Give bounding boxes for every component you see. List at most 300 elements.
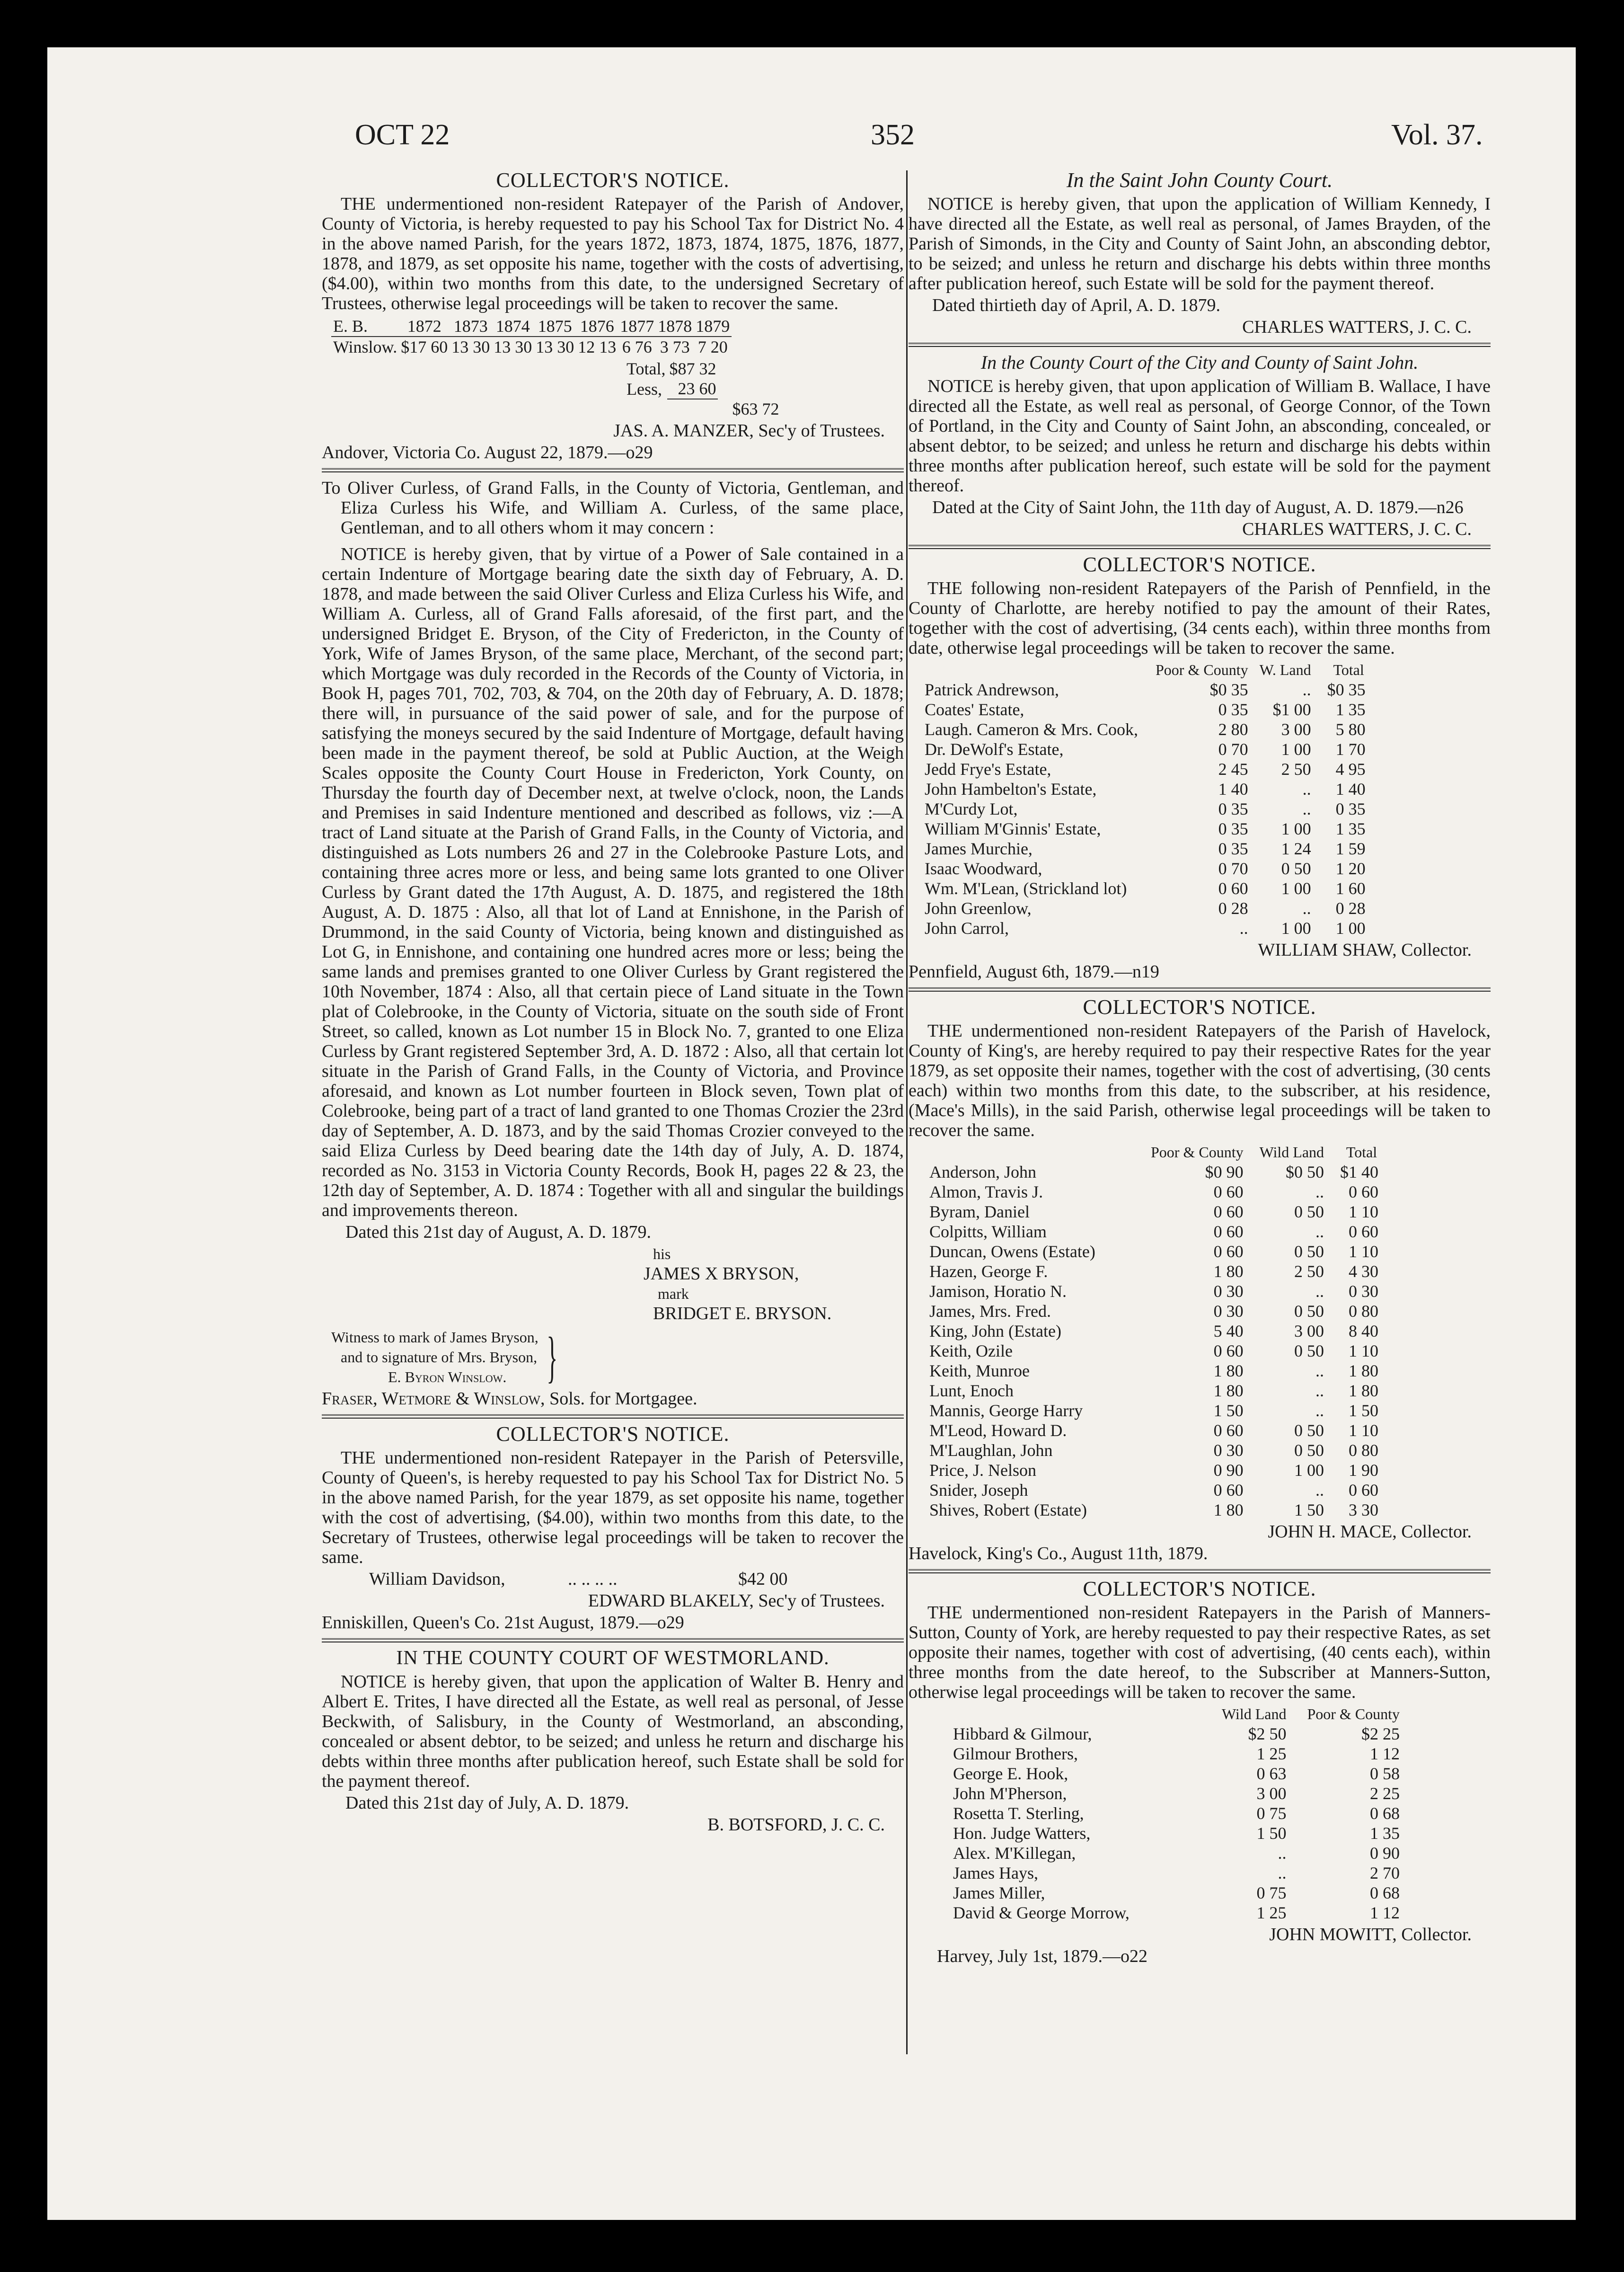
havelock-rates-table [927,1142,1380,1520]
table-row [927,1401,1380,1420]
brace-glyph: } [547,1325,558,1388]
table-row [951,1903,1402,1923]
rate-cell: $2 25 [1361,1724,1400,1743]
rate-cell: 1 00 [1281,919,1311,938]
ratepayer-name: Dr. DeWolf's Estate, [925,740,1064,759]
rate-cell: 1 35 [1335,700,1366,719]
notice-place-date: Havelock, King's Co., August 11th, 1879. [909,1544,1208,1563]
rate-cell: 1 40 [1335,780,1366,799]
ratepayer-name: James Murchie, [925,839,1033,858]
rate-cell: .. [1278,1864,1287,1882]
table-row [951,1764,1402,1784]
rate-cell: 0 60 [1213,1481,1244,1500]
rate-cell: 1 25 [1256,1744,1287,1763]
page [47,47,1576,2220]
notice-body: THE undermentioned non-resident Ratepayers of the Parish of Havelock, County of King's, are hereby required to pay their respective Rates for the year 1879, as set opposite their names, together with the cost of advertising, (30 cents each) within two months from this date, to the subscriber, at his residence, (Mace's Mills), in the said Parish, otherwise legal proceedings will be taken to recover the same. [909,1021,1491,1140]
amount-cell: 12 13 [578,337,617,356]
rate-cell: 1 24 [1281,839,1311,858]
table-row [927,1321,1380,1341]
notice-dated: Dated thirtieth day of April, A. D. 1879. [932,295,1220,315]
rate-cell: 0 75 [1256,1883,1287,1902]
rate-cell: 0 35 [1218,839,1248,858]
rate-cell: 3 00 [1256,1784,1287,1803]
table-row [951,1863,1402,1883]
rate-cell: 0 50 [1294,1441,1324,1460]
rate-cell: 1 00 [1281,819,1311,838]
rate-cell: 0 63 [1256,1764,1287,1783]
amount-cell: 7 20 [697,337,728,356]
notice-dated: Dated this 21st day of August, A. D. 1879. [345,1222,651,1242]
pennfield-rates-table [923,660,1368,938]
table-row [923,839,1368,859]
rate-cell: 0 50 [1294,1202,1324,1221]
notice-signer: JOHN H. MACE, Collector. [1268,1522,1472,1542]
table-header-row [923,660,1368,680]
ratepayer-name: Hibbard & Gilmour, [953,1724,1092,1743]
rate-cell: $1 00 [1272,700,1311,719]
petersville-collectors-notice [322,1424,904,1633]
witness-block [331,1327,904,1387]
saint-john-city-court-notice [909,353,1491,539]
rate-cell: 0 50 [1294,1302,1324,1321]
less-value: 23 60 [667,379,718,399]
westmorland-court-notice [322,1648,904,1835]
rate-cell: .. [1302,680,1311,699]
issue-date: OCT 22 [355,119,450,151]
rate-cell: 0 75 [1256,1804,1287,1823]
ratepayer-name: George E. Hook, [953,1764,1068,1783]
signer-james-bryson: JAMES X BRYSON, [644,1264,799,1284]
column-header: Poor & County [1307,1705,1400,1722]
rate-cell: 0 90 [1370,1844,1400,1863]
signer-bridget-bryson: BRIDGET E. BRYSON. [653,1304,832,1323]
table-row [927,1440,1380,1460]
rate-cell: 0 28 [1218,899,1248,918]
rate-cell: 0 35 [1218,819,1248,838]
rate-cell: 0 30 [1213,1282,1244,1301]
notice-title: COLLECTOR'S NOTICE. [1083,995,1316,1019]
table-row [331,337,732,357]
solicitors-role: Sols. for Mortgagee. [549,1389,697,1409]
his-label: his [653,1245,671,1262]
rate-cell: 1 80 [1349,1381,1379,1400]
notice-address: To Oliver Curless, of Grand Falls, in the County of Victoria, Gentleman, and Eliza Curless his Wife, and William A. Curless, of the same place, Gentleman, and to all others whom it may concern : [322,478,904,538]
table-row [923,859,1368,879]
rate-cell: .. [1302,780,1311,799]
rate-cell: 2 70 [1370,1864,1400,1882]
rate-cell: 0 80 [1349,1302,1379,1321]
ratepayer-name: Lunt, Enoch [929,1381,1014,1400]
notice-title: COLLECTOR'S NOTICE. [496,1422,730,1446]
ratepayer-name: Shives, Robert (Estate) [929,1500,1087,1519]
rate-cell: 5 40 [1213,1322,1244,1340]
table-row [927,1460,1380,1480]
column-header: Total [1346,1144,1377,1161]
year-cell: 1874 [495,317,530,336]
column-header [927,1142,1149,1162]
less-label: Less, [627,379,662,399]
rate-cell: 2 50 [1294,1262,1324,1281]
table-row [927,1281,1380,1301]
ratepayer-line [322,1569,904,1589]
ratepayer-name: Rosetta T. Sterling, [953,1804,1084,1823]
notice-divider [322,468,904,472]
table-row [927,1242,1380,1261]
rate-cell: .. [1315,1481,1324,1500]
rate-cell: 1 59 [1335,839,1366,858]
table-row [927,1500,1380,1520]
table-row [923,918,1368,938]
rate-cell: .. [1239,919,1248,938]
rate-cell: 0 60 [1349,1481,1379,1500]
rate-cell: 1 50 [1294,1500,1324,1519]
rate-cell: $0 35 [1327,680,1366,699]
mark-label: mark [658,1285,689,1302]
rate-cell: 0 80 [1349,1441,1379,1460]
table-header-row [927,1142,1380,1162]
table-row [927,1182,1380,1202]
notice-body: NOTICE is hereby given, that by virtue of a Power of Sale contained in a certain Indenture of Mortgage bearing date the sixth day of February, A. D. 1878, and made between the said Oliver Curless and Eliza Curless his Wife, and William A. Curless, all of Grand Falls aforesaid, of the first part, and the undersigned Bridget E. Bryson, of the City of Fredericton, in the County of York, Wife of James Bryson, of the same place, Merchant, of the second part; which Mortgage was duly recorded in the Records of the County of Victoria, in Book H, pages 701, 702, 703, & 704, on the 20th day of February, A. D. 1878; there will, in pursuance of the said power of sale, and for the purpose of satisfying the moneys secured by the said Indenture of Mortgage, default having been made in the payment thereof, be sold at Public Auction, at the Weigh Scales opposite the County Court House in Fredericton, York County, on Thursday the fourth day of December next, at twelve o'clock, noon, the Lands and Premises in said Indenture mentioned and described as follows, viz :—A tract of Land situate at the Parish of Grand Falls, in the County of Victoria, and distinguished as Lots numbers 26 and 27 in the Colebrooke Pasture Lots, and containing three acres more or less, and being same lots granted to one Oliver Curless by Grant dated the 17th August, A. D. 1875, and registered the 18th August, A. D. 1875 : Also, all that lot of Land at Ennishone, in the Parish of Drummond, in the said County of Victoria, being known and distinguished as Lot G, in Ennishone, and containing one hundred acres more or less; being the same lands and premises granted to one Oliver Curless by Grant registered the 10th November, 1874 : Also, all that certain piece of Land situate in the Town plat of Colebrooke, in the County of Victoria, situate on the south side of Front Street, so called, known as Lot number 15 in Block No. 7, granted to one Eliza Curless by Grant registered September 3rd, A. D. 1872 : Also, all that certain lot situate in the Parish of Grand Falls, in the County of Victoria, and Province aforesaid, and known as Lot number fourteen in Block seven, Town plat of Colebrooke, being part of a tract of land granted to one Thomas Crozier the 23rd day of September, A. D. 1873, and by the said Thomas Crozier conveyed to the said Eliza Curless by Deed bearing date the 14th day of July, A. D. 1874, recorded as No. 3153 in Victoria County Records, Book H, pages 22 & 23, the 12th day of September, A. D. 1874 : Together with all and singular the buildings and improvements thereon. [322,544,904,1220]
rate-cell: 0 30 [1349,1282,1379,1301]
notice-body: THE undermentioned non-resident Ratepayers in the Parish of Manners-Sutton, County of York, are hereby requested to pay their respective Rates, as set opposite their names, together with cost of advertising, (40 cents each), within three months from the date hereof, to the Subscriber at Manners-Sutton, otherwise legal proceedings will be taken to recover the same. [909,1603,1491,1702]
ratepayer-name: John Greenlow, [925,899,1032,918]
column-header [951,1704,1220,1724]
rate-cell: 0 35 [1218,700,1248,719]
amount-cell: 13 30 [451,337,490,356]
rate-cell: 0 60 [1213,1421,1244,1440]
notice-divider [322,1414,904,1419]
rate-cell: 1 90 [1349,1461,1379,1480]
notice-title: COLLECTOR'S NOTICE. [1083,553,1316,576]
ratepayer-name: Colpitts, William [929,1222,1047,1241]
table-row [923,879,1368,898]
rate-cell: 0 50 [1281,859,1311,878]
rate-cell: .. [1315,1282,1324,1301]
notice-body: NOTICE is hereby given, that upon the application of William Kennedy, I have directed all the Estate, as well real as personal, of James Brayden, of the Parish of Simonds, in the City and County of Saint John, an absconding debtor, to be seized; and unless he return and discharge his debts within three months after publication hereof, such Estate will be sold for the payment thereof. [909,194,1491,293]
ratepayer-name: David & George Morrow, [953,1903,1130,1922]
table-row [927,1480,1380,1500]
rate-cell: 8 40 [1349,1322,1379,1340]
rate-cell: 1 12 [1370,1903,1400,1922]
rate-cell: 1 80 [1213,1381,1244,1400]
table-row [951,1784,1402,1803]
notice-divider [909,343,1491,347]
notice-signer: B. BOTSFORD, J. C. C. [707,1815,885,1835]
net-value: $63 72 [732,399,779,418]
rate-cell: 1 80 [1213,1500,1244,1519]
rate-cell: 0 68 [1370,1804,1400,1823]
rate-cell: 0 50 [1294,1242,1324,1261]
ratepayer-name: Jedd Frye's Estate, [925,760,1051,779]
column-divider [906,170,908,2054]
ratepayer-name: William M'Ginnis' Estate, [925,819,1101,838]
ratepayer-name: King, John (Estate) [929,1322,1061,1340]
ratepayer-name: Jamison, Horatio N. [929,1282,1067,1301]
rate-cell: $2 50 [1248,1724,1287,1743]
rate-cell: .. [1315,1361,1324,1380]
rate-cell: 1 80 [1213,1361,1244,1380]
year-cell: 1879 [696,317,730,336]
table-row [923,759,1368,779]
notice-signer: JAS. A. MANZER, Sec'y of Trustees. [613,421,885,441]
table-row [923,898,1368,918]
rate-cell: 0 60 [1213,1202,1244,1221]
rate-cell: 1 50 [1349,1401,1379,1420]
witness-line: Witness to mark of James Bryson, [331,1329,538,1346]
notice-divider [909,1569,1491,1573]
column-header [923,660,1154,680]
rate-cell: 0 68 [1370,1883,1400,1902]
total-label: Total, [627,359,666,378]
ratepayer-name: James Miller, [953,1883,1045,1902]
amount-cell: 3 73 [660,337,690,356]
rate-cell: 0 30 [1213,1441,1244,1460]
table-row [951,1724,1402,1744]
rate-cell: $0 35 [1209,680,1248,699]
ratepayer-name: Winslow. [333,337,397,356]
year-cell: 1876 [580,317,614,336]
notice-title: In the Saint John County Court. [1066,169,1333,192]
rate-cell: 1 35 [1335,819,1366,838]
leader-dots: .. .. .. .. [568,1569,618,1589]
ratepayer-name: Alex. M'Killegan, [953,1844,1076,1863]
rate-cell: 1 70 [1335,740,1366,759]
table-row [923,719,1368,739]
rate-cell: 1 10 [1349,1341,1379,1360]
ratepayer-name: Hazen, George F. [929,1262,1048,1281]
rate-cell: 1 10 [1349,1242,1379,1261]
notice-body: THE undermentioned non-resident Ratepayer of the Parish of Andover, County of Victoria, is hereby requested to pay his School Tax for District No. 4 in the above named Parish, for the years 1872, 1873, 1874, 1875, 1876, 1877, 1878, and 1879, as set opposite his name, together with the costs of advertising, ($4.00), within two months from this date, to the undersigned Secretary of Trustees, otherwise legal proceedings will be taken to recover the same. [322,194,904,313]
rate-cell: 1 00 [1281,879,1311,898]
notice-body: THE following non-resident Ratepayers of the Parish of Pennfield, in the County of Charlotte, are hereby notified to pay the amount of their Rates, together with the cost of advertising, (34 cents each), within three months from date, otherwise legal proceedings will be taken to recover the same. [909,578,1491,658]
ratepayer-name: Keith, Ozile [929,1341,1013,1360]
ratepayer-name: E. B. [333,317,368,336]
ratepayer-name: Gilmour Brothers, [953,1744,1078,1763]
rate-cell: 1 40 [1218,780,1248,799]
rate-cell: 0 35 [1335,799,1366,818]
havelock-collectors-notice [909,997,1491,1563]
rate-cell: 1 50 [1213,1401,1244,1420]
rate-cell: 1 12 [1370,1744,1400,1763]
ratepayer-name: Keith, Munroe [929,1361,1030,1380]
notice-title: COLLECTOR'S NOTICE. [496,169,730,192]
solicitors-name: Fraser, Wetmore & Winslow, [322,1389,545,1409]
rate-cell: .. [1315,1222,1324,1241]
year-cell: 1873 [453,317,488,336]
rate-cell: .. [1302,899,1311,918]
year-cell: 1872 [407,317,441,336]
rate-cell: 1 00 [1335,919,1366,938]
ratepayer-name: Hon. Judge Watters, [953,1824,1091,1843]
ratepayer-name: M'Leod, Howard D. [929,1421,1067,1440]
volume-number: Vol. 37. [1391,119,1483,151]
rate-cell: 0 90 [1213,1461,1244,1480]
amount-cell: 13 30 [536,337,574,356]
solicitors-line [322,1389,904,1409]
manners-sutton-collectors-notice [909,1579,1491,1966]
column-header: Wild Land [1222,1705,1287,1722]
rate-cell: 1 10 [1349,1421,1379,1440]
rate-cell: .. [1302,799,1311,818]
notice-signer: JOHN MOWITT, Collector. [1269,1925,1472,1944]
rate-cell: 0 58 [1370,1764,1400,1783]
right-column [909,170,1491,1971]
witness-line: and to signature of Mrs. Bryson, [341,1349,538,1366]
rate-cell: 2 80 [1218,720,1248,739]
table-row [927,1381,1380,1401]
amount-cell: $17 60 [401,337,448,356]
rate-cell: .. [1315,1182,1324,1201]
rate-cell: .. [1315,1401,1324,1420]
ratepayer-name: James, Mrs. Fred. [929,1302,1051,1321]
rate-cell: 0 60 [1213,1242,1244,1261]
ratepayer-name: Snider, Joseph [929,1481,1028,1500]
rate-cell: 0 60 [1213,1222,1244,1241]
table-row [927,1301,1380,1321]
ratepayer-name: John M'Pherson, [953,1784,1067,1803]
column-header: Wild Land [1259,1144,1324,1161]
notice-place-date: Pennfield, August 6th, 1879.—n19 [909,962,1159,982]
ratepayer-name: Price, J. Nelson [929,1461,1036,1480]
table-row [923,739,1368,759]
rate-cell: .. [1278,1844,1287,1863]
notice-signer: CHARLES WATTERS, J. C. C. [1242,519,1472,539]
mortgage-sale-notice [322,478,904,1409]
column-header: W. Land [1259,661,1311,678]
rate-cell: 2 45 [1218,760,1248,779]
notice-title: COLLECTOR'S NOTICE. [1083,1577,1316,1600]
table-row [951,1883,1402,1903]
rate-cell: $0 90 [1205,1163,1244,1181]
totals-table [625,359,781,419]
year-cell: 1877 [620,317,654,336]
ratepayer-name: Duncan, Owens (Estate) [929,1242,1095,1261]
manners-sutton-rates-table [951,1704,1402,1923]
table-row [927,1162,1380,1182]
notice-place-date: Harvey, July 1st, 1879.—o22 [937,1946,1148,1966]
table-row [927,1202,1380,1222]
rate-cell: 0 60 [1213,1182,1244,1201]
rate-cell: 0 50 [1294,1341,1324,1360]
rate-cell: 0 60 [1349,1182,1379,1201]
total-value: $87 32 [669,359,716,378]
table-header-row [951,1704,1402,1724]
table-row [923,799,1368,819]
notice-signer: WILLIAM SHAW, Collector. [1258,940,1472,960]
table-row [923,680,1368,700]
notice-place-date: Andover, Victoria Co. August 22, 1879.—o29 [322,443,653,462]
ratepayer-name: Patrick Andrewson, [925,680,1059,699]
rate-cell: 0 60 [1213,1341,1244,1360]
ratepayer-name: John Hambelton's Estate, [925,780,1097,799]
rate-cell: 1 00 [1281,740,1311,759]
year-cell: 1875 [538,317,572,336]
amount-value: $42 00 [738,1569,788,1589]
ratepayer-name: M'Curdy Lot, [925,799,1018,818]
ratepayer-name: Anderson, John [929,1163,1036,1181]
notice-dated: Dated at the City of Saint John, the 11th day of August, A. D. 1879.—n26 [932,497,1464,517]
rate-cell: 3 00 [1294,1322,1324,1340]
rate-cell: 0 28 [1335,899,1366,918]
notice-dated: Dated this 21st day of July, A. D. 1879. [345,1793,629,1813]
rate-cell: 5 80 [1335,720,1366,739]
rate-cell: 0 60 [1349,1222,1379,1241]
ratepayer-name: John Carrol, [925,919,1009,938]
notice-body: NOTICE is hereby given, that upon the application of Walter B. Henry and Albert E. Trites, I have directed all the Estate, as well real as personal, of Jesse Beckwith, of Salisbury, in the County of Westmorland, an absconding, concealed or absent debtor, to be seized; and unless he return and discharge his debts within three months after publication hereof, such Estate shall be sold for the payment thereof. [322,1672,904,1791]
ratepayer-name: Laugh. Cameron & Mrs. Cook, [925,720,1138,739]
notice-divider [909,987,1491,992]
rate-cell: 0 35 [1218,799,1248,818]
rate-cell: 2 25 [1370,1784,1400,1803]
winslow-tax-table [331,316,732,357]
notice-place-date: Enniskillen, Queen's Co. 21st August, 1879.—o29 [322,1613,684,1633]
rate-cell: 4 95 [1335,760,1366,779]
rate-cell: 1 20 [1335,859,1366,878]
rate-cell: 3 30 [1349,1500,1379,1519]
notice-signer: EDWARD BLAKELY, Sec'y of Trustees. [588,1591,885,1611]
notice-title: IN THE COUNTY COURT OF WESTMORLAND. [396,1647,830,1669]
notice-divider [322,1638,904,1642]
rate-cell: 1 80 [1213,1262,1244,1281]
ratepayer-name: Byram, Daniel [929,1202,1030,1221]
notice-signer: CHARLES WATTERS, J. C. C. [1242,317,1472,337]
amount-cell: 6 76 [622,337,652,356]
rate-cell: 1 60 [1335,879,1366,898]
ratepayer-name: Wm. M'Lean, (Strickland lot) [925,879,1127,898]
saint-john-court-notice [909,170,1491,337]
rate-cell: 1 25 [1256,1903,1287,1922]
table-row [951,1744,1402,1764]
column-header: Total [1333,661,1364,678]
notice-body: THE undermentioned non-resident Ratepayer in the Parish of Petersville, County of Queen's, is hereby requested to pay his School Tax for District No. 5 in the above named Parish, for the year 1879, as set opposite his name, together with the cost of advertising, ($4.00), within two months from this date, to the Secretary of Trustees, otherwise legal proceedings will be taken to recover the same. [322,1448,904,1567]
ratepayer-name: Isaac Woodward, [925,859,1042,878]
table-row [927,1420,1380,1440]
table-row [927,1222,1380,1242]
rate-cell: $0 50 [1286,1163,1324,1181]
andover-collectors-notice [322,170,904,462]
ratepayer-name: William Davidson, [369,1569,505,1589]
rate-cell: 0 50 [1294,1421,1324,1440]
table-row [923,779,1368,799]
rate-cell: $1 40 [1340,1163,1379,1181]
notice-divider [909,545,1491,549]
rate-cell: .. [1315,1381,1324,1400]
pennfield-collectors-notice [909,555,1491,982]
rate-cell: 0 70 [1218,859,1248,878]
table-row [331,316,732,337]
notice-title: In the County Court of the City and County of Saint John. [980,352,1419,373]
rate-cell: 1 10 [1349,1202,1379,1221]
witness-line: E. Byron Winslow. [388,1368,507,1385]
rate-cell: 0 60 [1218,879,1248,898]
rate-cell: 1 35 [1370,1824,1400,1843]
page-number: 352 [871,119,915,151]
table-row [951,1843,1402,1863]
rate-cell: 3 00 [1281,720,1311,739]
rate-cell: 2 50 [1281,760,1311,779]
table-row [923,819,1368,839]
rate-cell: 0 30 [1213,1302,1244,1321]
table-row [927,1341,1380,1361]
rate-cell: 4 30 [1349,1262,1379,1281]
year-cell: 1878 [658,317,692,336]
column-header: Poor & County [1156,661,1248,678]
notice-body: NOTICE is hereby given, that upon application of William B. Wallace, I have directed all the Estate, as well real as personal, of George Connor, of the Town of Portland, in the City and County of Saint John, an absconding, concealed, or absent debtor, to be seized; and unless he return and discharge his debts within three months after publication hereof, such estate will be sold for the payment thereof. [909,376,1491,496]
rate-cell: 1 50 [1256,1824,1287,1843]
ratepayer-name: Almon, Travis J. [929,1182,1043,1201]
ratepayer-name: Mannis, George Harry [929,1401,1083,1420]
rate-cell: 1 80 [1349,1361,1379,1380]
